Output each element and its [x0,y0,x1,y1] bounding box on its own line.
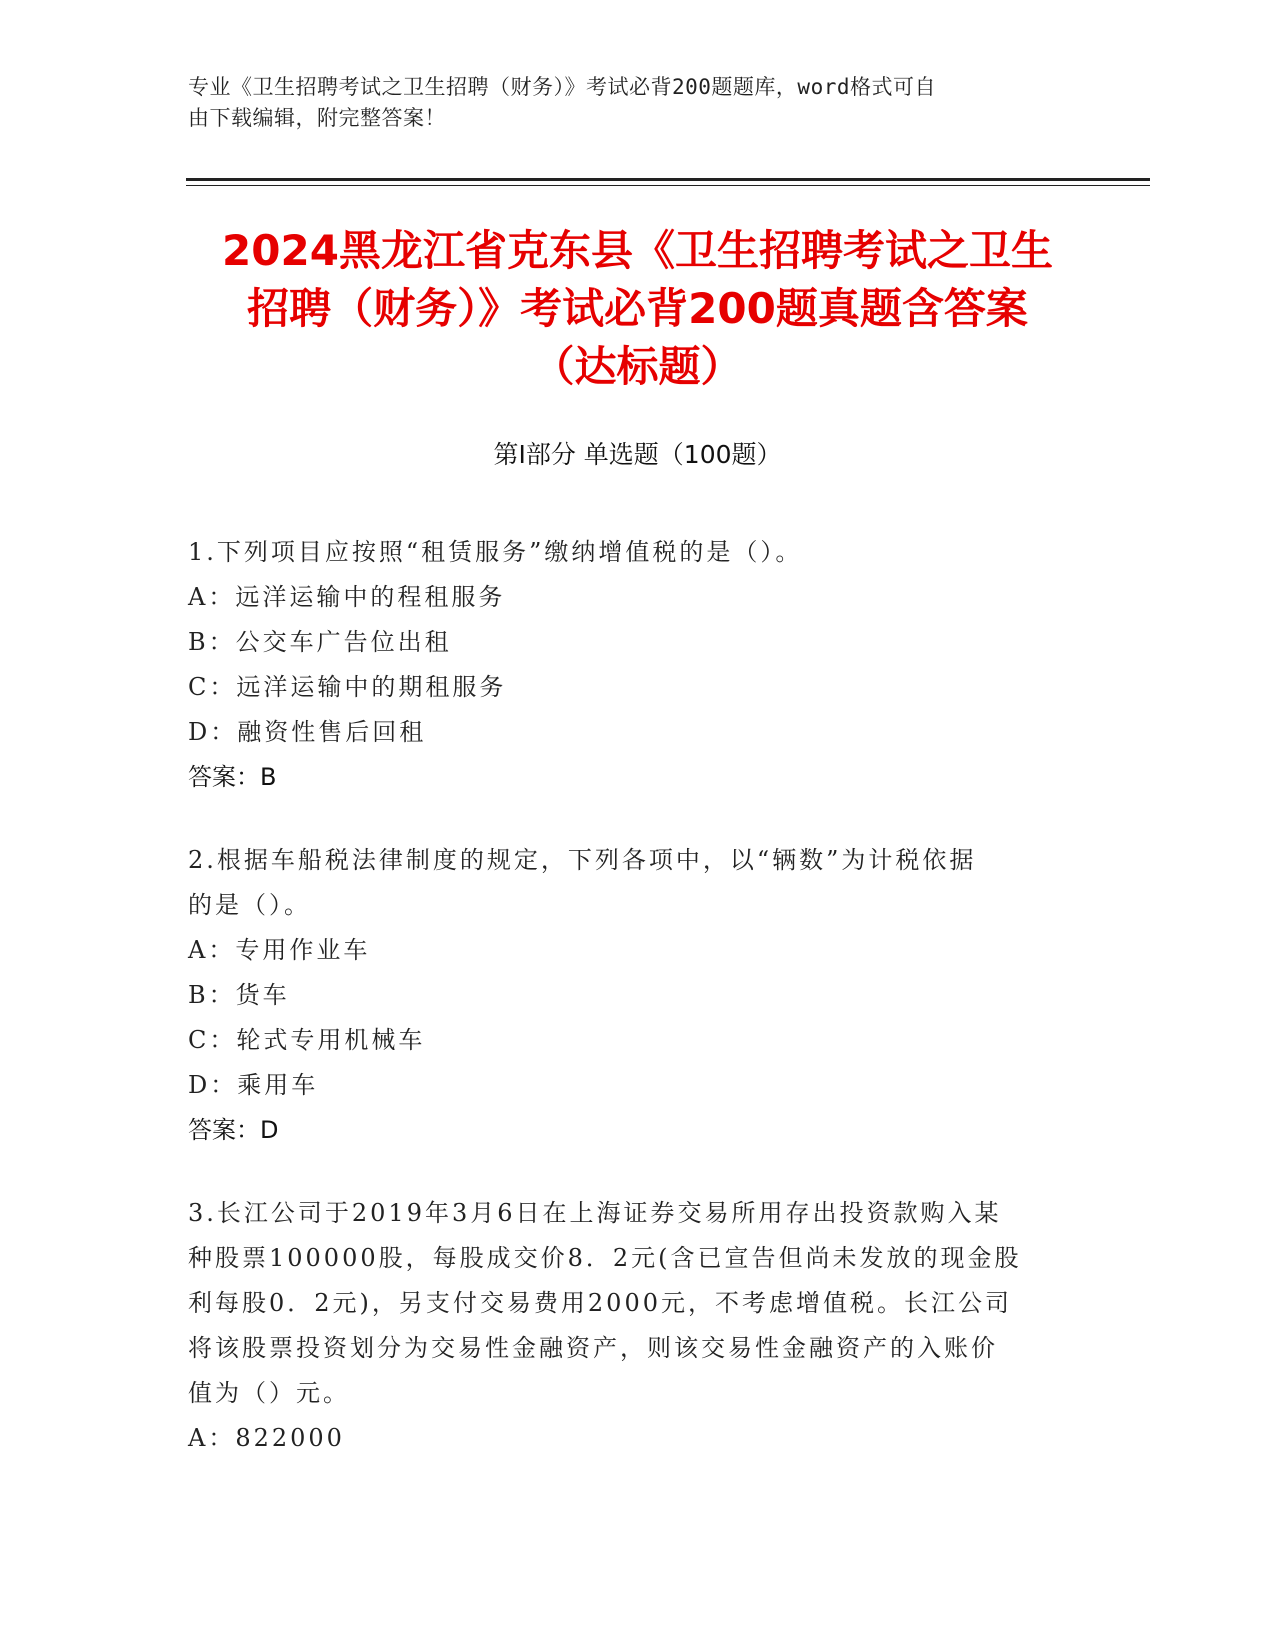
question-1-option-b: B：公交车广告位出租 [188,628,452,656]
document-title [160,222,1115,396]
question-3-option-a: A：822000 [188,1424,345,1452]
question-list [188,530,1088,1499]
question-3-text-line-4: 将该股票投资划分为交易性金融资产，则该交易性金融资产的入账价 [188,1334,998,1362]
section-title: 第I部分 单选题（100题） [493,440,782,469]
question-2-option-c: C：轮式专用机械车 [188,1026,426,1054]
header-note-line-1: 专业《卫生招聘考试之卫生招聘（财务）》考试必背200题题库，word格式可自 [188,75,936,99]
header-note-line-2: 由下载编辑，附完整答案！ [188,106,446,130]
question-1-text: 1.下列项目应按照“租赁服务”缴纳增值税的是（）。 [188,538,803,566]
document-title-line-2: 招聘（财务）》考试必背200题真题含答案 [247,284,1028,333]
document-title-line-1: 2024黑龙江省克东县《卫生招聘考试之卫生 [222,226,1053,275]
header-divider-thick [186,178,1150,181]
question-1-option-d: D：融资性售后回租 [188,718,427,746]
question-1-answer: 答案：B [188,763,277,791]
question-1-option-c: C：远洋运输中的期租服务 [188,673,507,701]
question-2-text-line-2: 的是（）。 [188,891,311,919]
question-2 [188,838,1088,1153]
header-note [188,72,1088,134]
question-1 [188,530,1088,800]
question-2-option-b: B：货车 [188,981,290,1009]
question-2-answer: 答案：D [188,1116,279,1144]
question-3 [188,1191,1088,1461]
document-title-line-3: （达标题） [532,342,743,391]
question-3-text-line-3: 利每股0．2元)，另支付交易费用2000元，不考虑增值税。长江公司 [188,1289,1012,1317]
question-3-text-line-1: 3.长江公司于2019年3月6日在上海证券交易所用存出投资款购入某 [188,1199,1002,1227]
header-divider-thin [186,185,1150,186]
question-2-option-a: A：专用作业车 [188,936,371,964]
question-3-text-line-5: 值为（）元。 [188,1379,350,1407]
question-3-text-line-2: 种股票100000股，每股成交价8．2元(含已宣告但尚未发放的现金股 [188,1244,1022,1272]
question-2-option-d: D：乘用车 [188,1071,319,1099]
question-2-text-line-1: 2.根据车船税法律制度的规定，下列各项中，以“辆数”为计税依据 [188,846,977,874]
question-1-option-a: A：远洋运输中的程租服务 [188,583,506,611]
